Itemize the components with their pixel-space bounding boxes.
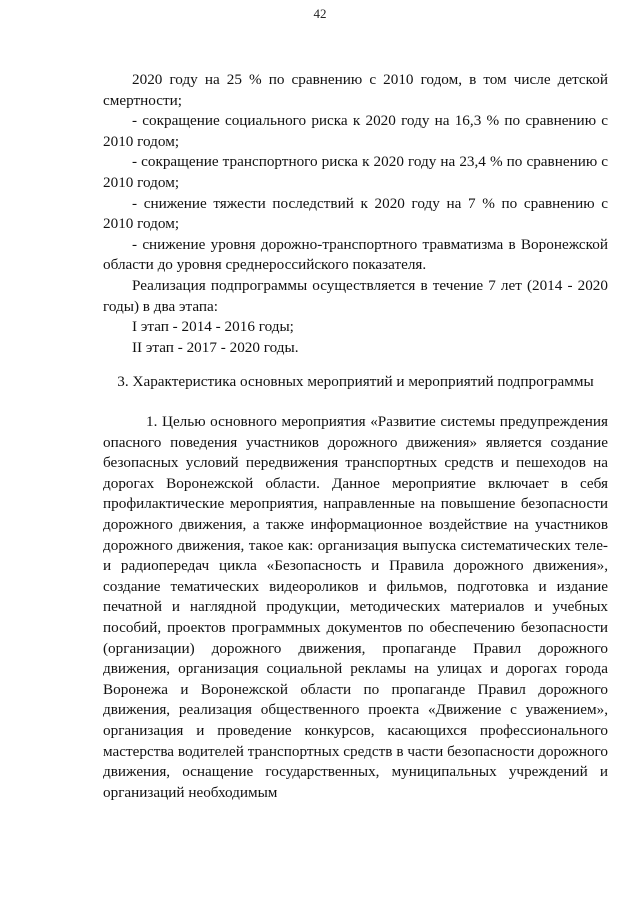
paragraph-transport-risk: - сокращение транспортного риска к 2020 году на 23,4 % по сравнению с 2010 годом;: [103, 153, 608, 191]
paragraph-injury-level: - снижение уровня дорожно-транспортного травматизма в Воронежской области до уровня среднероссийского показателя.: [103, 235, 608, 274]
paragraph-social-risk: - сокращение социального риска к 2020 году на 16,3 % по сравнению с 2010 годом;: [103, 112, 608, 150]
text-block-activities: [103, 412, 608, 803]
paragraph-implementation: Реализация подпрограммы осуществляется в течение 7 лет (2014 - 2020 годы) в два этапа:: [103, 276, 608, 315]
paragraph-stage-2: II этап - 2017 - 2020 годы.: [132, 338, 299, 356]
paragraph-severity: - снижение тяжести последствий к 2020 году на 7 % по сравнению с 2010 годом;: [103, 194, 608, 233]
section-heading: 3. Характеристика основных мероприятий и мероприятий подпрограммы: [117, 373, 594, 390]
paragraph-stage-1: I этап - 2014 - 2016 годы;: [132, 318, 294, 336]
text-block-goals: [103, 70, 608, 358]
page-number: 42: [313, 6, 327, 21]
paragraph-mortality: 2020 году на 25 % по сравнению с 2010 годом, в том числе детской смертности;: [103, 71, 608, 109]
paragraph-main-activity: 1. Целью основного мероприятия «Развитие системы предупреждения опасного поведения участников дорожного движения» является создание безопасных условий передвижения транспортных средств и пешеходов на дорогах Воронежской области. Данное мероприятие включает в себя профилактические мероприятия, направленные на повышение безопасности дорожного движения, а также информационное воздействие на участников дорожного движения, такое как: организация выпуска систематических теле- и радиопередач цикла «Безопасность и Правила дорожного движения», создание тематических видеороликов и фильмов, подготовка и издание печатной и наглядной продукции, методических материалов и учебных пособий, проектов программных документов по обеспечению безопасности (организации) дорожного движения, пропаганде Правил дорожного движения, организация социальной рекламы на улицах и дорогах города Воронежа и Воронежской области по пропаганде Правил дорожного движения, реализация общественного проекта «Движение с уважением», организация и проведение конкурсов, касающихся профессионального мастерства водителей транспортных средств в части безопасности дорожного движения, оснащение государственных, муниципальных учреждений и организаций необходимым: [103, 413, 608, 801]
